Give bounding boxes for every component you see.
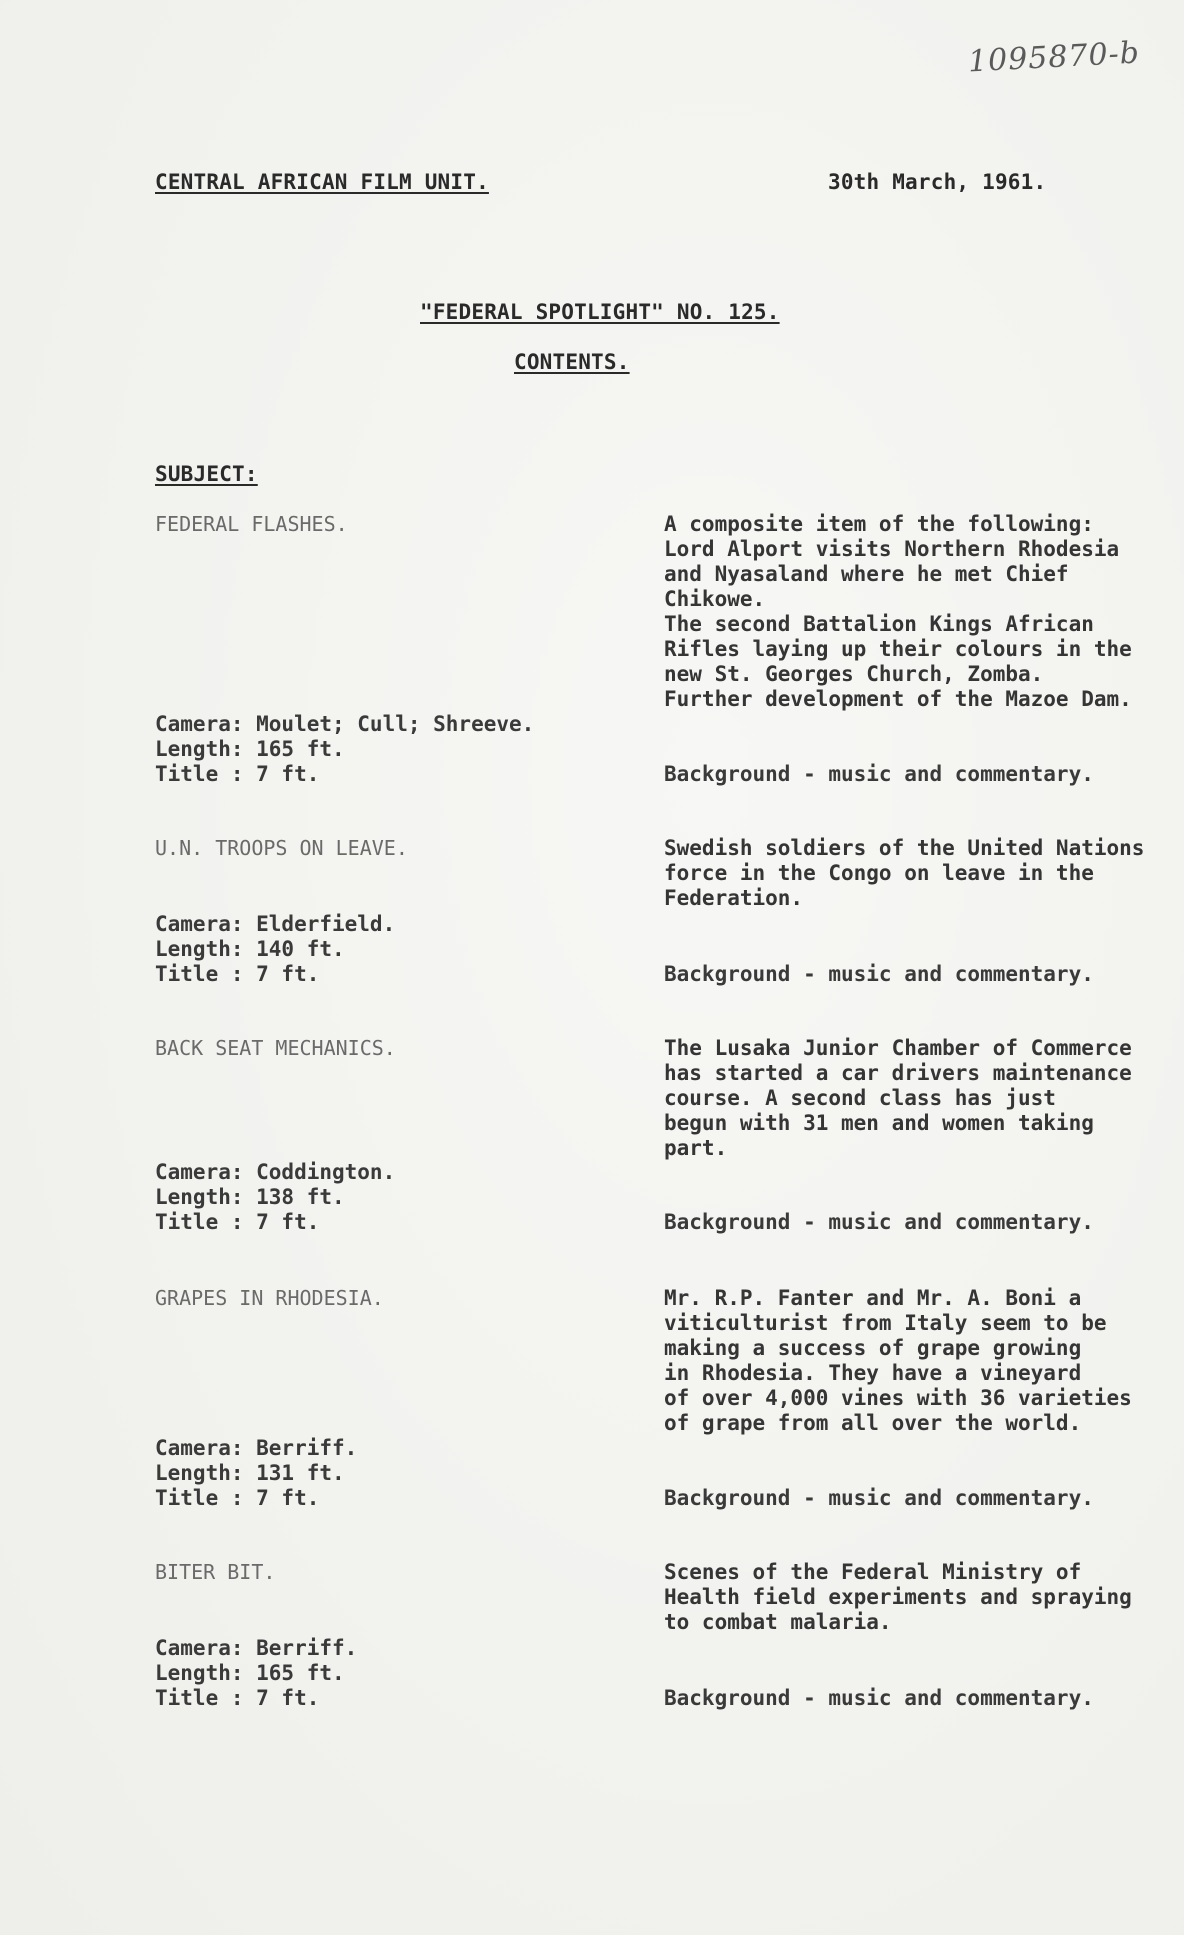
length-credit: Length: 165 ft.: [155, 737, 345, 761]
item-credits: [155, 1160, 395, 1235]
description-line: making a success of grape growing: [664, 1336, 1082, 1360]
background-note: Background - music and commentary.: [664, 962, 1094, 986]
description-line: course. A second class has just: [664, 1086, 1056, 1110]
item-description: [664, 512, 1164, 712]
title-length: Title : 7 ft.: [155, 962, 320, 986]
item-subject: U.N. TROOPS ON LEAVE.: [155, 836, 408, 860]
camera-credit: Camera: Moulet; Cull; Shreeve.: [155, 712, 535, 736]
item-description: [664, 1286, 1164, 1436]
background-note: Background - music and commentary.: [664, 762, 1094, 786]
contents-heading: CONTENTS.: [514, 350, 630, 374]
item-description: [664, 836, 1164, 911]
item-subject: BITER BIT.: [155, 1560, 276, 1584]
background-note: Background - music and commentary.: [664, 1686, 1094, 1710]
description-line: Swedish soldiers of the United Nations: [664, 836, 1145, 860]
item-credits: [155, 912, 395, 987]
camera-credit: Camera: Coddington.: [155, 1160, 396, 1184]
item-credits: [155, 1436, 357, 1511]
item-credits: [155, 1636, 357, 1711]
title-length: Title : 7 ft.: [155, 1686, 320, 1710]
description-line: to combat malaria.: [664, 1610, 892, 1634]
archive-reference-number: 1095870-b: [967, 35, 1141, 80]
description-line: viticulturist from Italy seem to be: [664, 1311, 1107, 1335]
description-line: Rifles laying up their colours in the: [664, 637, 1132, 661]
description-line: and Nyasaland where he met Chief: [664, 562, 1069, 586]
title-length: Title : 7 ft.: [155, 1210, 320, 1234]
description-line: Health field experiments and spraying: [664, 1585, 1132, 1609]
title-length: Title : 7 ft.: [155, 762, 320, 786]
description-line: of over 4,000 vines with 36 varieties: [664, 1386, 1132, 1410]
document-date: 30th March, 1961.: [828, 170, 1047, 194]
item-description: [664, 1036, 1164, 1161]
item-credits: [155, 712, 534, 787]
description-line: Chikowe.: [664, 587, 766, 611]
description-line: force in the Congo on leave in the: [664, 861, 1094, 885]
item-subject: FEDERAL FLASHES.: [155, 512, 348, 536]
length-credit: Length: 165 ft.: [155, 1661, 345, 1685]
description-line: has started a car drivers maintenance: [664, 1061, 1132, 1085]
description-line: new St. Georges Church, Zomba.: [664, 662, 1044, 686]
description-line: A composite item of the following:: [664, 512, 1094, 536]
description-line: Scenes of the Federal Ministry of: [664, 1560, 1082, 1584]
camera-credit: Camera: Elderfield.: [155, 912, 396, 936]
item-subject: GRAPES IN RHODESIA.: [155, 1286, 384, 1310]
organisation-heading: CENTRAL AFRICAN FILM UNIT.: [155, 170, 489, 194]
background-note: Background - music and commentary.: [664, 1210, 1094, 1234]
description-line: Federation.: [664, 886, 804, 910]
subject-heading: SUBJECT:: [155, 462, 258, 486]
background-note: Background - music and commentary.: [664, 1486, 1094, 1510]
title-length: Title : 7 ft.: [155, 1486, 320, 1510]
description-line: of grape from all over the world.: [664, 1411, 1082, 1435]
description-line: Further development of the Mazoe Dam.: [664, 687, 1132, 711]
length-credit: Length: 131 ft.: [155, 1461, 345, 1485]
item-subject: BACK SEAT MECHANICS.: [155, 1036, 396, 1060]
description-line: in Rhodesia. They have a vineyard: [664, 1361, 1082, 1385]
description-line: begun with 31 men and women taking: [664, 1111, 1094, 1135]
description-line: The Lusaka Junior Chamber of Commerce: [664, 1036, 1132, 1060]
length-credit: Length: 140 ft.: [155, 937, 345, 961]
description-line: Mr. R.P. Fanter and Mr. A. Boni a: [664, 1286, 1082, 1310]
camera-credit: Camera: Berriff.: [155, 1636, 358, 1660]
length-credit: Length: 138 ft.: [155, 1185, 345, 1209]
description-line: The second Battalion Kings African: [664, 612, 1094, 636]
description-line: Lord Alport visits Northern Rhodesia: [664, 537, 1120, 561]
description-line: part.: [664, 1136, 728, 1160]
item-description: [664, 1560, 1164, 1635]
camera-credit: Camera: Berriff.: [155, 1436, 358, 1460]
document-title: "FEDERAL SPOTLIGHT" NO. 125.: [420, 300, 780, 324]
